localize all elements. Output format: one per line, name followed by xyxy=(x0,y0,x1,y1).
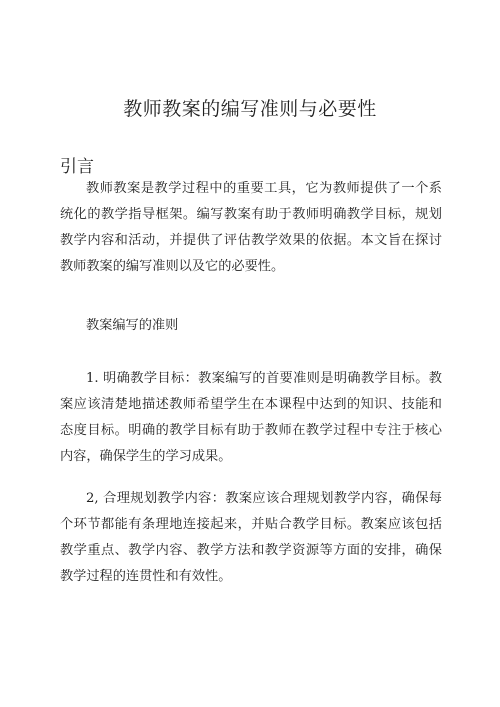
guideline-point-2: 2, 合理规划教学内容：教案应该合理规划教学内容，确保每个环节都能有条理地连接起来，并贴合教学目标。教案应该包括教学重点、教学内容、教学方法和教学资源等方面的安排，确保教学过程的连贯性和有效性。 xyxy=(60,491,442,584)
section-heading-guidelines: 教案编写的准则 xyxy=(86,318,179,333)
guideline-point-1: 1. 明确教学目标：教案编写的首要准则是明确教学目标。教案应该清楚地描述教师希望学生在本课程中达到的知识、技能和态度目标。明确的教学目标有助于教师在教学过程中专注于核心内容，确保学生的学习成果。 xyxy=(60,371,442,464)
intro-heading: 引言 xyxy=(60,157,94,177)
document-title: 教师教案的编写准则与必要性 xyxy=(123,98,377,120)
intro-paragraph: 教师教案是教学过程中的重要工具，它为教师提供了一个系统化的教学指导框架。编写教案有助于教师明确教学目标，规划教学内容和活动，并提供了评估教学效果的依据。本文旨在探讨教师教案的编写准则以及它的必要性。 xyxy=(60,181,442,274)
